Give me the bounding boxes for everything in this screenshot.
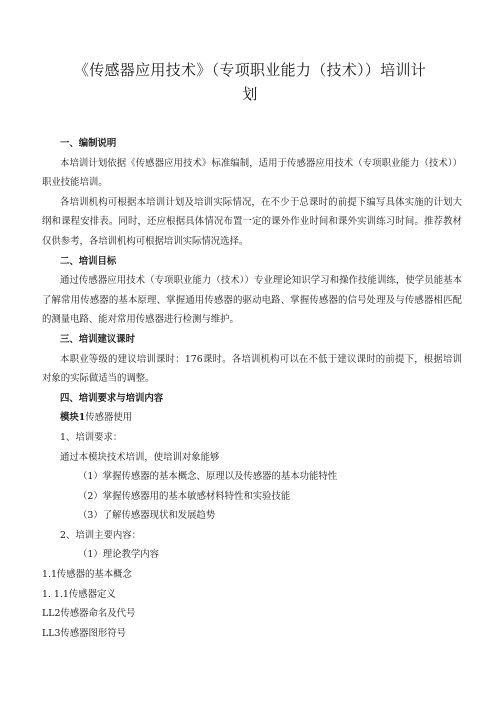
paragraph: 各培训机构可根据本培训计划及培训实际情况，在不少于总课时的前提下编写具体实施的计划大纲和课程安排表。同时，还应根据具体情况布置一定的课外作业时间和课外实训练习时间。推荐教材仅供参考，各培训机构可根据培训实际情况选择。 [42,196,462,247]
section-heading: 三、培训建议课时 [60,333,136,345]
module-name: 传感器使用 [85,412,133,424]
section-heading: 四、培训要求与培训内容 [60,392,164,404]
paragraph: 通过传感器应用技术（专项职业能力（技术））专业理论知识学习和操作技能训练，使学员能基本了解常用传感器的基本原理、掌握通用传感器的驱动电路、掌握传感器的信号处理及与传感器相匹配的测量电路、能对常用传感器进行检测与维护。 [42,275,462,326]
document-body [42,134,462,643]
paragraph: 通过本模块技术培训，使培训对象能够 [60,451,220,463]
content-item: 1.1传感器的基本概念 [42,569,132,581]
module-title [42,408,462,428]
list-item: （3）了解传感器现状和发展趋势 [78,510,216,522]
paragraph: 本培训计划依据《传感器应用技术》标准编制，适用于传感器应用技术（专项职业能力（技术））职业技能培训。 [42,157,462,189]
title-line-2: 划 [242,85,258,103]
section-heading: 一、编制说明 [60,138,117,149]
subheading: 1、培训要求： [60,431,123,443]
module-number: 模块1 [60,412,86,424]
list-item: （1）掌握传感器的基本概念、原理以及传感器的基本功能特性 [78,471,338,483]
list-item: （2）掌握传感器用的基本敏感材料特性和实验技能 [78,490,291,502]
content-item: LL2传感器命名及代号 [42,608,136,620]
section-heading: 二、培训目标 [60,255,117,267]
content-item: 1. 1.1传感器定义 [42,588,116,600]
paragraph: 本职业等级的建议培训课时：176课时。各培训机构可以在不低于建议课时的前提下，根据培训对象的实际做适当的调整。 [42,353,462,385]
subheading: 2、培训主要内容： [60,529,141,541]
list-item: （1）理论教学内容 [78,549,159,561]
content-item: LL3传感器图形符号 [42,627,127,639]
document-title [40,58,460,106]
title-line-1: 《传感器应用技术》（专项职业能力（技术））培训计 [73,61,427,79]
